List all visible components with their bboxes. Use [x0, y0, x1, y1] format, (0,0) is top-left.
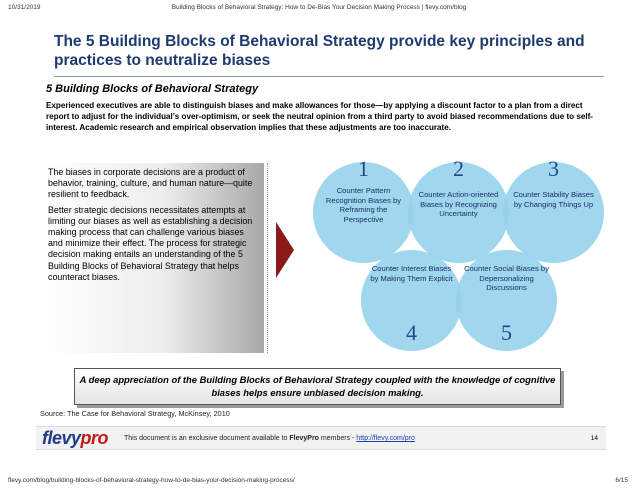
block-number: 1 [358, 156, 369, 181]
building-block-2 [408, 156, 509, 263]
footer-text-prefix: This document is an exclusive document available to [124, 435, 290, 442]
browser-print-header [0, 4, 638, 16]
block-label: Counter Pattern Recognition Biases by Reframing the Perspective [325, 186, 402, 224]
logo-pro: pro [80, 428, 109, 448]
building-block-1 [313, 156, 414, 263]
building-block-4 [361, 250, 462, 351]
slide-page-number: 14 [590, 435, 598, 442]
print-page-title: Building Blocks of Behavioral Strategy: How to De-Bias Your Decision Making Process | flevy.com/blog [171, 4, 467, 11]
slide-title: The 5 Building Blocks of Behavioral Strategy provide key principles and practices to neutralize biases [54, 33, 585, 69]
footer-brand: FlevyPro [289, 435, 319, 442]
section-subtitle: 5 Building Blocks of Behavioral Strategy [46, 83, 259, 95]
block-label: Counter Interest Biases by Making Them Explicit [370, 264, 453, 283]
building-block-3 [503, 156, 604, 263]
explanation-paragraph: Better strategic decisions necessitates attempts at limiting our biases as well as establishing a decision making process that can challenge various biases and minimize their effect. The process for strategic decision making entails an understanding of the 5 Building Blocks of Behavioral Strategy that helps counteract biases. [48, 204, 253, 282]
browser-print-footer [0, 477, 638, 489]
conclusion-callout: A deep appreciation of the Building Blocks of Behavioral Strategy coupled with the knowledge of cognitive biases helps ensure unbiased decision making. [74, 368, 561, 405]
building-block-5 [456, 250, 557, 351]
block-number: 4 [406, 320, 417, 345]
block-label: Counter Social Biases by Depersonalizing Discussions [464, 264, 549, 293]
title-divider [54, 76, 604, 77]
flevypro-link[interactable]: http://flevy.com/pro [356, 435, 415, 442]
print-url: flevy.com/blog/building-blocks-of-behavioral-strategy-how-to-de-bias-your-decision-making-process/ [8, 477, 295, 484]
slide [28, 26, 611, 458]
building-blocks-diagram [283, 156, 603, 362]
block-label: Counter Action-oriented Biases by Recognizing Uncertainty [418, 190, 499, 219]
print-page-indicator: 6/15 [615, 477, 628, 484]
block-number: 5 [501, 320, 512, 345]
explanation-paragraph: The biases in corporate decisions are a product of behavior, training, culture, and human nature—quite resilient to feedback. [48, 167, 253, 200]
footer-text-middle: members - [318, 435, 357, 442]
dotted-divider [267, 163, 268, 353]
footer-notice [124, 435, 415, 442]
block-number: 2 [453, 156, 464, 181]
source-citation: Source: The Case for Behavioral Strategy, McKinsey, 2010 [40, 409, 230, 418]
block-label: Counter Stability Biases by Changing Things Up [513, 190, 594, 209]
logo-flevy: flevy [42, 428, 81, 448]
flevypro-logo [42, 428, 108, 449]
print-date: 10/31/2019 [8, 4, 41, 11]
intro-paragraph: Experienced executives are able to distinguish biases and make allowances for those—by applying a discount factor to a plan from a direct report to adjust for the individual’s over-optimism, or seek the neutral opinion from a third party to avoid biased recommendations due to self-interest. Academic research and empirical observation implies that these adjustments are too inaccurate. [46, 101, 594, 132]
footer-bar [36, 426, 606, 450]
explanation-panel [42, 163, 264, 353]
block-number: 3 [548, 156, 559, 181]
